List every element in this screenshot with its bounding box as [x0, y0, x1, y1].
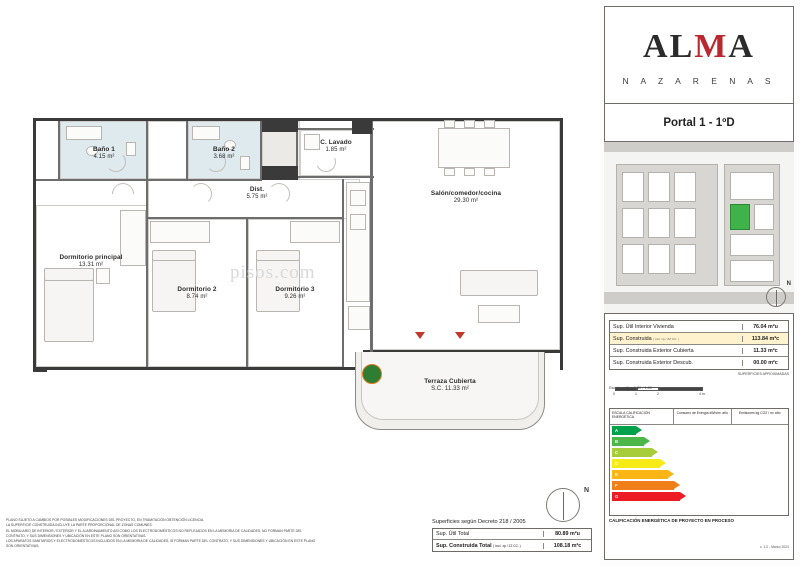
wall-interior-v7	[58, 121, 60, 181]
energy-band-letter: G	[615, 494, 619, 499]
wall-interior-v1	[146, 121, 148, 367]
dining-chair-3	[484, 120, 495, 128]
energy-band-b	[612, 437, 644, 446]
label-bath-1: Baño 1 4.15 m²	[93, 146, 115, 160]
coffee-table	[478, 305, 520, 323]
sink-kitchen	[350, 190, 366, 206]
energy-band-letter: C	[615, 450, 619, 455]
wardrobe-bedroom-2	[150, 221, 210, 243]
energy-band-g	[612, 492, 680, 501]
energy-band-row	[610, 447, 788, 458]
surface-label	[433, 543, 543, 549]
energy-header	[610, 409, 788, 425]
energy-footer: CALIFICACIÓN ENERGÉTICA DE PROYECTO EN PROCESO	[609, 518, 734, 523]
legal-line: CONTRATO, Y SUS DIMENSIONES Y UBICACIÓN EN ESTE PLANO SON ORIENTATIVAS.	[6, 533, 147, 538]
surfaces-table	[432, 528, 592, 552]
compass-needle	[563, 492, 564, 520]
surface-label: Sup. Construida Exterior Cubierta	[613, 347, 694, 354]
keyplan-unit	[730, 172, 774, 200]
scale-note: Escala gráfica 1:50 / 1:80	[609, 386, 652, 390]
energy-band-cell	[610, 425, 672, 436]
wall-block-3	[352, 118, 372, 134]
scale-tick: 0	[613, 392, 615, 396]
dining-chair-5	[464, 168, 475, 176]
energy-band-a	[612, 426, 636, 435]
label-living-kitchen: Salón/comedor/cocina 29.30 m²	[430, 190, 502, 204]
energy-band-row	[610, 425, 788, 436]
energy-band-letter: D	[615, 461, 619, 466]
nightstand-master	[96, 268, 110, 284]
dining-table	[438, 128, 510, 168]
wall-interior-h2	[148, 217, 344, 219]
keyplan-unit	[674, 172, 696, 202]
surface-label: Sup. Útil Interior Vivienda	[613, 323, 674, 330]
wall-right	[560, 118, 563, 370]
key-plan	[604, 142, 794, 314]
energy-band-cell	[610, 458, 672, 469]
dining-chair-4	[444, 168, 455, 176]
fridge-kitchen	[348, 306, 370, 330]
compass-north-label: N	[584, 487, 590, 494]
wall-block-2	[262, 166, 298, 180]
keyplan-compass-icon	[766, 287, 786, 307]
energy-band-cell	[610, 436, 672, 447]
legal-line: SON ORIENTATIVAS.	[6, 544, 40, 549]
wall-bottom-left	[33, 367, 363, 370]
keyplan-unit	[674, 244, 696, 274]
keyplan-road-top	[604, 142, 794, 152]
surface-label-note: ( incl. zp / ZZ CC. )	[493, 543, 521, 548]
keyplan-unit	[622, 244, 644, 274]
watermark: pisos.com	[230, 262, 316, 283]
wall-interior-h1	[36, 179, 262, 181]
legal-line: LA SUPERFICIE CONSTRUIDA INCLUYE LA PARTE PROPORCIONAL DE ZONAS COMUNES.	[6, 523, 153, 528]
logo-part-1: AL	[643, 28, 695, 65]
logo-part-2: A	[728, 28, 755, 65]
energy-band-c	[612, 448, 652, 457]
energy-band-cell	[610, 469, 672, 480]
surfaces-table-title: Superficies según Decreto 218 / 2005	[432, 519, 526, 525]
wall-interior-v6	[370, 121, 373, 353]
energy-band-d	[612, 459, 660, 468]
sofa	[460, 270, 538, 296]
surface-value: 113.84 m²c	[742, 336, 788, 342]
keyplan-unit	[674, 208, 696, 238]
energy-band-row	[610, 458, 788, 469]
energy-header-consumption: Consumo de Energía kWh/m² año	[674, 409, 732, 424]
bed-master-headboard	[44, 268, 94, 281]
keyplan-unit	[730, 234, 774, 256]
wall-block-4	[33, 368, 47, 372]
access-arrow-1	[415, 332, 425, 339]
keyplan-unit	[648, 172, 670, 202]
surface-value: 80.89 m²u	[543, 531, 591, 537]
label-bath-2: Baño 2 3.68 m²	[213, 146, 235, 160]
energy-band-cell	[610, 447, 672, 458]
keyplan-unit	[648, 208, 670, 238]
bed-bedroom-2-headboard	[152, 250, 196, 261]
logo	[604, 28, 794, 66]
wall-block-1	[262, 118, 298, 132]
keyplan-unit	[754, 204, 774, 230]
surface-label-text: Sup. Construida	[613, 335, 652, 342]
logo-part-m: M	[694, 28, 729, 65]
energy-band-row	[610, 436, 788, 447]
energy-header-scale: ESCALA CALIFICACIÓN ENERGÉTICA	[610, 409, 674, 424]
surfaces-summary-table	[609, 320, 789, 370]
surface-label: Sup. Útil Total	[436, 531, 470, 537]
legal-line: PLANO SUJETO A CAMBIOS POR POSIBLES MODIFICACIONES DEL PROYECTO, EN TRAMITACIÓN OBTENCIÓN LICENCIA.	[6, 518, 205, 522]
bathtub-bath-1	[66, 126, 102, 140]
label-hall: Dist. 5.75 m²	[246, 186, 268, 200]
table-row	[610, 333, 788, 345]
scale-segment	[659, 387, 703, 391]
energy-band-row	[610, 480, 788, 491]
legal-line: LOS APARATOS SANITARIOS Y ELECTRODOMÉSTICOS INCLUIDOS EN LA MEMORIA DE CALIDADES, SÍ FORMAN PARTE DEL CONTRATO, Y SUS DIMENSIONES Y UBICACIÓN EN ESTE PLANO	[6, 539, 316, 544]
keyplan-highlighted-unit	[730, 204, 750, 230]
dining-chair-6	[484, 168, 495, 176]
surface-label: Sup. Construida Exterior Descub.	[613, 360, 693, 366]
label-bedroom-3: Dormitorio 3 9.26 m²	[275, 286, 315, 300]
energy-band-letter: B	[615, 439, 619, 444]
wall-interior-h4	[298, 176, 374, 178]
scale-tick: 4 m.	[699, 392, 706, 396]
access-arrow-2	[455, 332, 465, 339]
portal-title: Portal 1 - 1ºD	[604, 104, 794, 142]
energy-band-row	[610, 469, 788, 480]
surface-value: 00.00 m²c	[742, 360, 788, 366]
hob-kitchen	[350, 214, 366, 230]
energy-band-cell	[610, 491, 672, 502]
dining-chair-2	[464, 120, 475, 128]
brand-header	[604, 6, 794, 104]
shower-bath-2	[192, 126, 220, 140]
keyplan-north-label: N	[786, 281, 791, 287]
energy-band-row	[610, 491, 788, 502]
surface-label	[610, 336, 742, 342]
energy-band-e	[612, 470, 668, 479]
orientation-marker	[362, 364, 382, 384]
energy-certificate	[609, 408, 789, 516]
keyplan-unit	[730, 260, 774, 282]
label-master-bedroom: Dormitorio principal 13.31 m²	[59, 254, 123, 268]
scale-tick: 2	[657, 392, 659, 396]
table-row	[610, 321, 788, 333]
table-row	[433, 529, 591, 540]
scale-tick: 1	[635, 392, 637, 396]
energy-band-letter: F	[615, 483, 618, 488]
wardrobe-bedroom-3	[290, 221, 340, 243]
table-row	[433, 540, 591, 551]
label-terrace: Terraza Cubierta S.C. 11.33 m²	[424, 378, 476, 392]
brand-subtitle: N A Z A R E N A S	[622, 76, 776, 86]
legal-line: EL MOBILIARIO DE INTERIOR / EXTERIOR Y EL AJARDINAMIENTO ASÍ COMO LOS ELECTRODOMÉSTICOS NO REFLEJADOS EN LA MEMORIA DE CALIDADES, NO FORMAN PARTE DEL	[6, 528, 303, 533]
surfaces-footnote: SUPERFICIES APROXIMADAS	[737, 372, 789, 376]
keyplan-unit	[622, 172, 644, 202]
energy-band-letter: E	[615, 472, 618, 477]
wall-interior-v2	[246, 219, 248, 367]
table-row	[610, 357, 788, 369]
surface-label-note: ( incl. zp / ZZ CC. )	[653, 336, 680, 341]
energy-band-f	[612, 481, 674, 490]
keyplan-unit	[648, 244, 670, 274]
energy-header-emissions: Emisiones kg CO2 / m² año	[739, 411, 781, 415]
bed-bedroom-3-headboard	[256, 250, 300, 261]
surface-label-text: Sup. Construida Total	[436, 542, 492, 549]
surface-value: 76.04 m²u	[742, 324, 788, 330]
door-arc-bedroom-2	[190, 183, 212, 205]
label-laundry: C. Lavado 1.85 m²	[320, 139, 352, 153]
surface-value: 108.18 m²c	[543, 543, 591, 549]
label-bedroom-2: Dormitorio 2 8.74 m²	[177, 286, 217, 300]
compass-icon	[546, 487, 590, 522]
surface-value: 11.33 m²c	[742, 348, 788, 354]
energy-band-cell	[610, 480, 672, 491]
table-row	[610, 345, 788, 357]
keyplan-unit	[622, 208, 644, 238]
wall-interior-v5	[342, 179, 344, 367]
dining-chair-1	[444, 120, 455, 128]
revision-date: v. 1.0 - Marzo 2024	[760, 545, 789, 549]
energy-band-letter: A	[615, 428, 619, 433]
legal-disclaimer	[6, 518, 426, 550]
